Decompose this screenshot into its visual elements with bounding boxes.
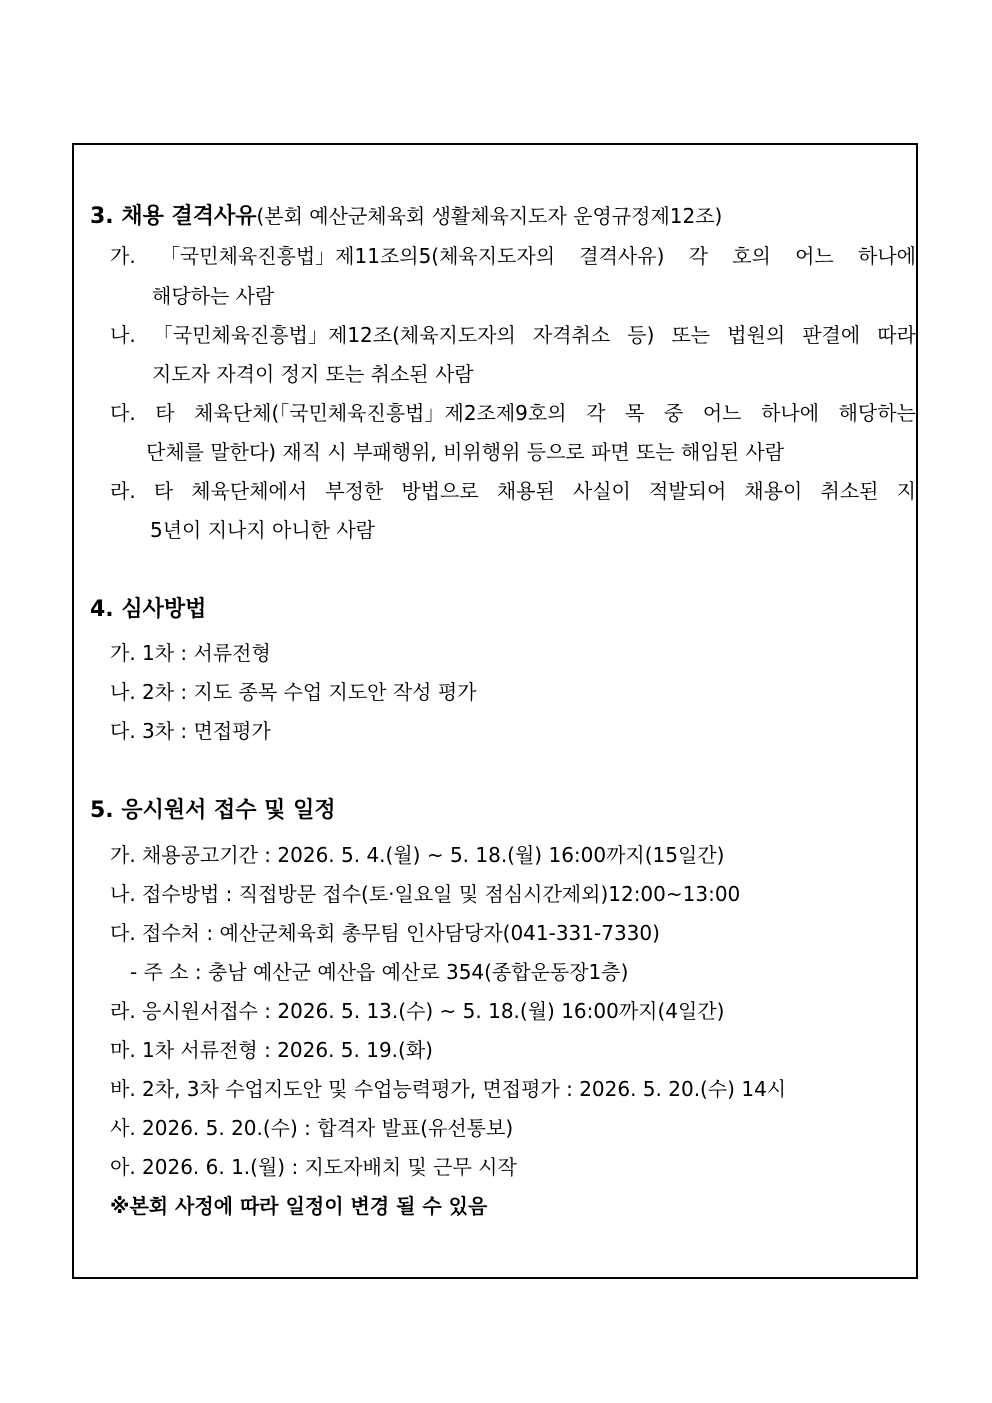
section-4-item-2: 나. 2차 : 지도 종목 수업 지도안 작성 평가 <box>110 680 477 704</box>
section-3-item-3-line-2: 단체를 말한다) 재직 시 부패행위, 비위행위 등으로 파면 또는 해임된 사람 <box>146 440 785 464</box>
section-3-item-4-line-2: 5년이 지나지 아니한 사람 <box>150 518 375 542</box>
section-3-item-1-line-1 <box>110 243 916 269</box>
section-5-item-3: 다. 접수처 : 예산군체육회 총무팀 인사담당자(041-331-7330) <box>110 921 660 945</box>
word: 체육단체(「국민체육진흥법」제2조제9호의 <box>194 401 567 425</box>
word: 하나에 <box>761 401 820 425</box>
word: 각 <box>688 244 708 268</box>
word: 라. <box>110 479 136 503</box>
section-5-item-5: 마. 1차 서류전형 : 2026. 5. 19.(화) <box>110 1038 433 1062</box>
section-4-title: 4. 심사방법 <box>90 597 207 622</box>
word: 따라 <box>877 323 916 347</box>
section-5-item-7: 사. 2026. 5. 20.(수) : 합격자 발표(유선통보) <box>110 1116 514 1140</box>
section-5-title: 5. 응시원서 접수 및 일정 <box>90 798 336 823</box>
section-3-item-3-line-1 <box>110 400 916 426</box>
word: 나. <box>110 323 136 347</box>
section-5-item-8: 아. 2026. 6. 1.(월) : 지도자배치 및 근무 시작 <box>110 1155 517 1179</box>
section-5-item-2: 나. 접수방법 : 직접방문 접수(토·일요일 및 점심시간제외)12:00~13:00 <box>110 882 741 906</box>
word: 자격취소 <box>532 323 611 347</box>
word: 하나에 <box>858 244 916 268</box>
word: 어느 <box>702 401 742 425</box>
section-5-address: - 주 소 : 충남 예산군 예산읍 예산로 354(종합운동장1층) <box>130 960 629 984</box>
word: 호의 <box>732 244 771 268</box>
section-4-item-3: 다. 3차 : 면접평가 <box>110 719 271 743</box>
word: 법원의 <box>727 323 786 347</box>
section-3-item-1-line-2: 해당하는 사람 <box>152 284 275 308</box>
word: 「국민체육진흥법」제11조의5(체육지도자의 <box>159 244 556 268</box>
section-3-item-4-line-1 <box>110 478 916 504</box>
section-3-item-2-line-2: 지도자 자격이 정지 또는 취소된 사람 <box>152 362 474 386</box>
word: 「국민체육진흥법」제12조(체육지도자의 <box>152 323 516 347</box>
section-5-item-4: 라. 응시원서접수 : 2026. 5. 13.(수) ~ 5. 18.(월) 16:00까지(4일간) <box>110 999 725 1023</box>
word: 방법으로 <box>401 479 479 503</box>
section-3-title: 3. 채용 결격사유 <box>90 204 257 229</box>
word: 채용이 <box>744 479 803 503</box>
word: 부정한 <box>325 479 384 503</box>
section-3-item-2-line-1 <box>110 322 916 348</box>
word: 적발되어 <box>649 479 727 503</box>
word: 체육단체에서 <box>191 479 308 503</box>
section-3-heading <box>90 203 722 230</box>
content-box <box>72 143 918 1279</box>
word: 결격사유) <box>579 244 665 268</box>
section-5-item-6: 바. 2차, 3차 수업지도안 및 수업능력평가, 면접평가 : 2026. 5. 20.(수) 14시 <box>110 1077 787 1101</box>
word: 중 <box>663 401 684 425</box>
word: 채용된 <box>496 479 555 503</box>
section-3-title-sub: (본회 예산군체육회 생활체육지도자 운영규정제12조) <box>256 204 723 228</box>
word: 지 <box>896 479 916 503</box>
word: 다. <box>110 401 136 425</box>
word: 어느 <box>795 244 834 268</box>
schedule-change-notice: ※본회 사정에 따라 일정이 변경 될 수 있음 <box>110 1194 488 1218</box>
word: 해당하는 <box>838 401 916 425</box>
word: 취소된 <box>820 479 879 503</box>
word: 타 <box>155 401 175 425</box>
word: 가. <box>110 244 136 268</box>
section-5-item-1: 가. 채용공고기간 : 2026. 5. 4.(월) ~ 5. 18.(월) 16:00까지(15일간) <box>110 843 725 867</box>
word: 등) <box>627 323 655 347</box>
word: 사실이 <box>572 479 631 503</box>
word: 판결에 <box>802 323 861 347</box>
section-4-item-1: 가. 1차 : 서류전형 <box>110 641 271 665</box>
word: 각 <box>586 401 606 425</box>
word: 목 <box>625 401 645 425</box>
word: 타 <box>153 479 174 503</box>
word: 또는 <box>671 323 711 347</box>
